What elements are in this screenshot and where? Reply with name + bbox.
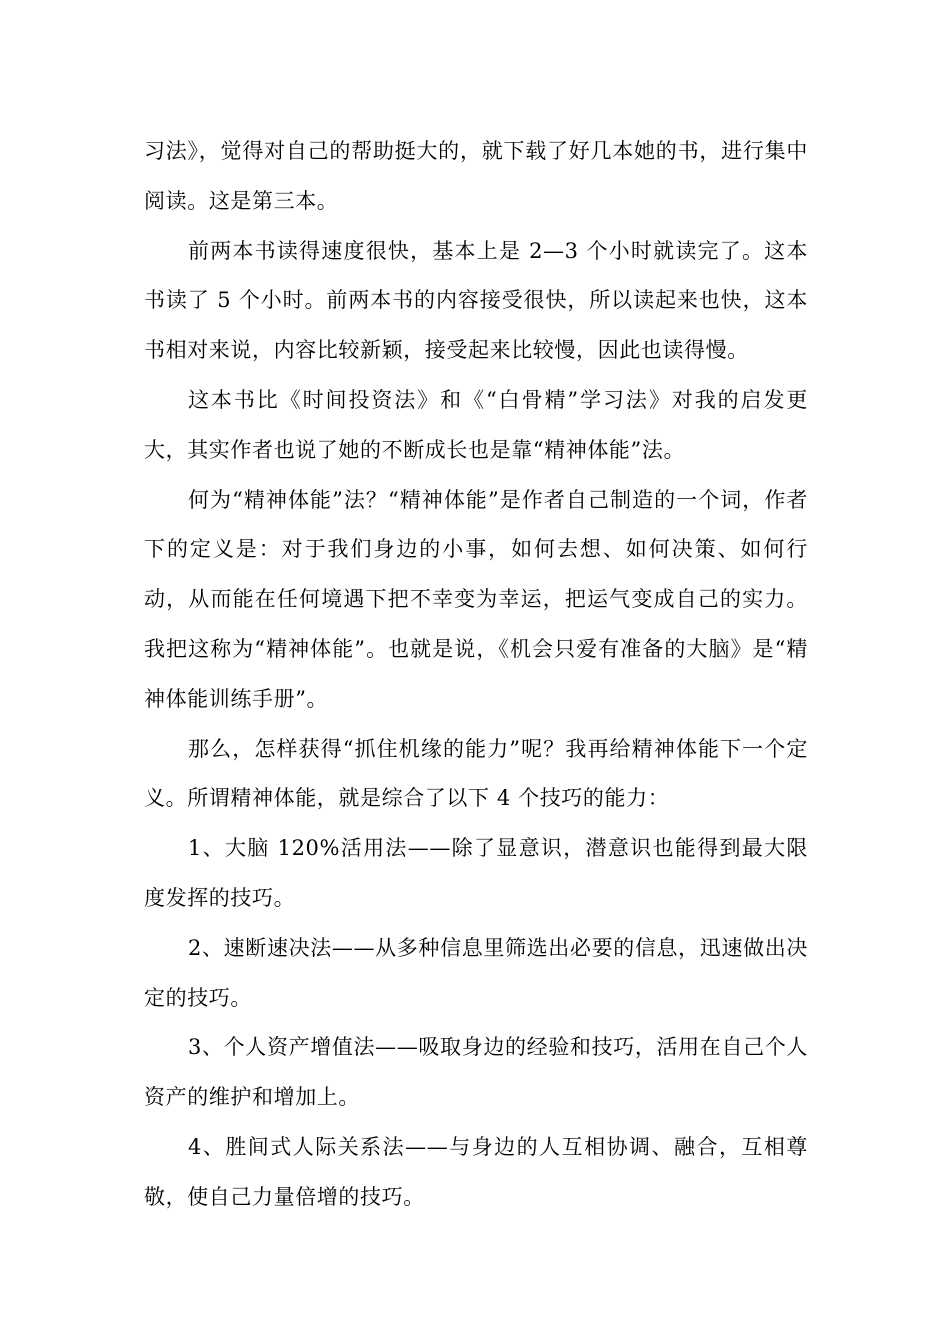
list-item-skill-4: 4、胜间式人际关系法——与身边的人互相协调、融合，互相尊敬，使自己力量倍增的技巧。 [144,1134,808,1209]
list-item-skill-3: 3、个人资产增值法——吸取身边的经验和技巧，活用在自己个人资产的维护和增加上。 [144,1035,808,1110]
paragraph-inspiration: 这本书比《时间投资法》和《“白骨精”学习法》对我的启发更大，其实作者也说了她的不断成长也是靠“精神体能”法。 [144,387,808,462]
paragraph-four-skills-intro: 那么，怎样获得“抓住机缘的能力”呢？我再给精神体能下一个定义。所谓精神体能，就是综合了以下 4 个技巧的能力： [144,736,808,811]
paragraph-continuation: 习法》，觉得对自己的帮助挺大的，就下载了好几本她的书，进行集中阅读。这是第三本。 [144,139,808,213]
list-item-skill-1: 1、大脑 120%活用法——除了显意识，潜意识也能得到最大限度发挥的技巧。 [144,836,808,910]
paragraph-definition: 何为“精神体能”法？“精神体能”是作者自己制造的一个词，作者下的定义是：对于我们身边的小事，如何去想、如何决策、如何行动，从而能在任何境遇下把不幸变为幸运，把运气变成自己的实力。我把这称为“精神体能”。也就是说，《机会只爱有准备的大脑》是“精神体能训练手册”。 [144,487,808,711]
list-item-skill-2: 2、速断速决法——从多种信息里筛选出必要的信息，迅速做出决定的技巧。 [144,935,808,1010]
paragraph-reading-speed: 前两本书读得速度很快，基本上是 2—3 个小时就读完了。这本书读了 5 个小时。前两本书的内容接受很快，所以读起来也快，这本书相对来说，内容比较新颖，接受起来比较慢，因此也读得慢。 [144,238,808,363]
document-body [144,127,808,1223]
